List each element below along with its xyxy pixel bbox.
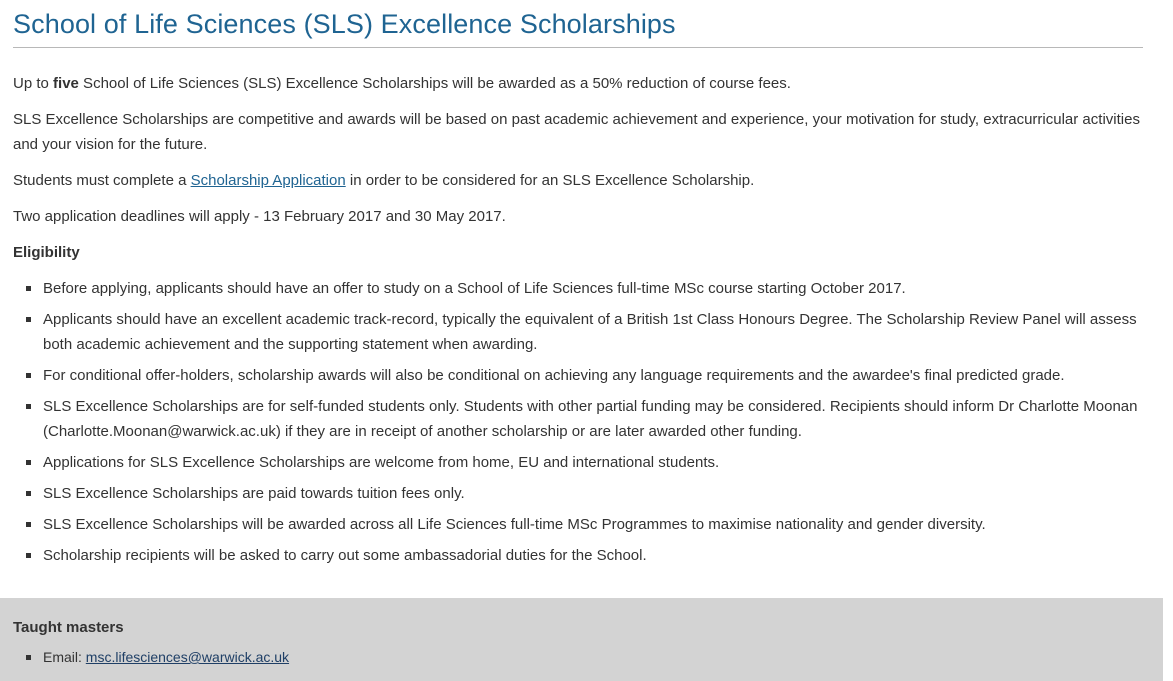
scholarship-application-link[interactable]: Scholarship Application [190, 172, 346, 189]
intro-post: School of Life Sciences (SLS) Excellence Scholarships will be awarded as a 50% reduction of course fees. [78, 75, 791, 92]
list-item [13, 543, 1143, 568]
bullet-icon [26, 553, 31, 558]
eligibility-heading: Eligibility [13, 244, 80, 261]
main-content [13, 0, 1143, 574]
intro-pre: Up to [13, 75, 54, 92]
list-item-text: Scholarship recipients will be asked to carry out some ambassadorial duties for the School. [43, 547, 647, 564]
footer-heading: Taught masters [13, 619, 124, 636]
list-item-text: For conditional offer-holders, scholarship awards will also be conditional on achieving any language requirements and the awardee's final predicted grade. [43, 367, 1065, 384]
email-row [13, 648, 289, 666]
bullet-icon [26, 286, 31, 291]
list-item [13, 276, 1143, 301]
apply-pre: Students must complete a [13, 172, 191, 189]
bullet-icon [26, 522, 31, 527]
eligibility-list [13, 276, 1143, 568]
list-item [13, 512, 1143, 537]
list-item [13, 450, 1143, 475]
bullet-icon [26, 317, 31, 322]
apply-post: in order to be considered for an SLS Excellence Scholarship. [345, 172, 755, 189]
list-item-text: Applications for SLS Excellence Scholarships are welcome from home, EU and international students. [43, 454, 720, 471]
apply-paragraph [13, 168, 1143, 193]
list-item [13, 394, 1143, 444]
email-label: Email: [43, 649, 86, 665]
intro-count: five [53, 75, 79, 92]
deadlines-paragraph: Two application deadlines will apply - 13 February 2017 and 30 May 2017. [13, 208, 506, 225]
list-item-text: Applicants should have an excellent academic track-record, typically the equivalent of a British 1st Class Honours Degree. The Scholarship Review Panel will assess both academic achievement and the supporting statement when awarding. [43, 311, 1137, 353]
bullet-icon [26, 491, 31, 496]
list-item [13, 481, 1143, 506]
list-item [13, 363, 1143, 388]
email-link[interactable]: msc.lifesciences@warwick.ac.uk [85, 649, 290, 665]
bullet-icon [26, 404, 31, 409]
list-item-text: SLS Excellence Scholarships are paid towards tuition fees only. [43, 485, 465, 502]
list-item-text: SLS Excellence Scholarships are for self-funded students only. Students with other partial funding may be considered. Recipients should inform Dr Charlotte Moonan (Charlotte.Moonan@warwick.ac.uk) if they are in receipt of another scholarship or are later awarded other funding. [43, 398, 1138, 440]
bullet-icon [26, 373, 31, 378]
contact-footer [0, 598, 1163, 681]
bullet-icon [26, 460, 31, 465]
title-divider [13, 47, 1143, 48]
page-title: School of Life Sciences (SLS) Excellence Scholarships [13, 9, 676, 39]
bullet-icon [26, 655, 31, 660]
intro-paragraph [13, 71, 1143, 96]
list-item-text: Before applying, applicants should have an offer to study on a School of Life Sciences full-time MSc course starting October 2017. [43, 280, 906, 297]
list-item-text: SLS Excellence Scholarships will be awarded across all Life Sciences full-time MSc Programmes to maximise nationality and gender diversity. [43, 516, 986, 533]
competitive-paragraph: SLS Excellence Scholarships are competitive and awards will be based on past academic achievement and experience, your motivation for study, extracurricular activities and your vision for the future. [13, 111, 1140, 153]
list-item [13, 307, 1143, 357]
